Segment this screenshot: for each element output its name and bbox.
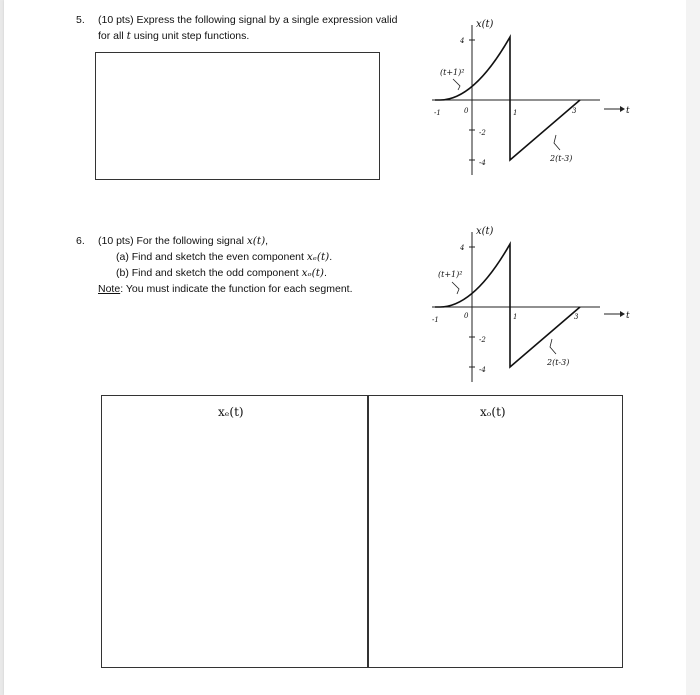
signal-graph-q5 <box>420 15 630 180</box>
signal-curve <box>435 244 580 367</box>
question-5-var: t <box>126 30 131 42</box>
question-5-number: 5. <box>76 14 85 26</box>
signal-graph-q6 <box>420 222 630 387</box>
even-component-box[interactable] <box>101 395 368 668</box>
curve-label: (t+1)² <box>440 68 465 77</box>
tick-label-x1: 1 <box>513 313 518 321</box>
question-5-line1: (10 pts) Express the following signal by a single expression valid <box>98 14 398 26</box>
graph-title: x(t) <box>476 226 494 237</box>
part-a-post: . <box>329 251 333 263</box>
tick-label-x0: 0 <box>464 107 469 115</box>
question-5-line2-pre: for all <box>98 30 127 42</box>
line-label: 2(t-3) <box>550 154 573 163</box>
axis-var-t: t <box>626 311 630 321</box>
note-label: Note <box>98 283 121 295</box>
arrow-head-icon <box>620 106 625 112</box>
tick-label-x3: 3 <box>572 107 577 115</box>
curve-label: (t+1)² <box>438 270 463 279</box>
page-edge <box>686 0 700 695</box>
question-6-line1-post: , <box>265 235 269 247</box>
question-6-number: 6. <box>76 235 85 247</box>
tick-label-y4: 4 <box>460 37 465 45</box>
part-a-text: (a) Find and sketch the even component <box>116 251 307 263</box>
tick-label-y-2: -2 <box>479 129 486 137</box>
question-6-line1-pre: (10 pts) For the following signal <box>98 235 247 247</box>
part-a-fn: xₑ(t) <box>306 251 330 263</box>
tick-label-x3: 3 <box>574 313 579 321</box>
graph-title: x(t) <box>476 19 494 30</box>
part-b-text: (b) Find and sketch the odd component <box>116 267 302 279</box>
tick-label-y-2: -2 <box>479 336 486 344</box>
tick-label-y4: 4 <box>460 244 465 252</box>
line-label: 2(t-3) <box>547 358 570 367</box>
even-component-label: xₑ(t) <box>218 405 244 419</box>
part-b-fn: xₒ(t) <box>301 267 325 279</box>
line-pointer <box>550 339 556 354</box>
question-6 <box>76 233 416 297</box>
signal-curve <box>435 37 580 160</box>
question-6-fn: x(t) <box>246 235 266 247</box>
note-text: : You must indicate the function for each segment. <box>120 283 353 295</box>
part-b-post: . <box>324 267 327 279</box>
tick-label-x0: 0 <box>464 312 469 320</box>
tick-label-y-4: -4 <box>479 159 486 167</box>
tick-label-x1: 1 <box>513 109 518 117</box>
line-pointer <box>554 135 560 150</box>
tick-label-x-1: -1 <box>432 316 439 324</box>
curve-pointer <box>453 79 460 90</box>
tick-label-y-4: -4 <box>479 366 486 374</box>
question-5 <box>76 12 426 44</box>
odd-component-box[interactable] <box>368 395 623 668</box>
q5-answer-box[interactable] <box>95 52 380 180</box>
arrow-head-icon <box>620 311 625 317</box>
question-5-line2-post: using unit step functions. <box>130 30 250 42</box>
odd-component-label: xₒ(t) <box>480 405 506 419</box>
axis-var-t: t <box>626 106 630 116</box>
tick-label-x-1: -1 <box>434 109 441 117</box>
curve-pointer <box>452 282 459 294</box>
